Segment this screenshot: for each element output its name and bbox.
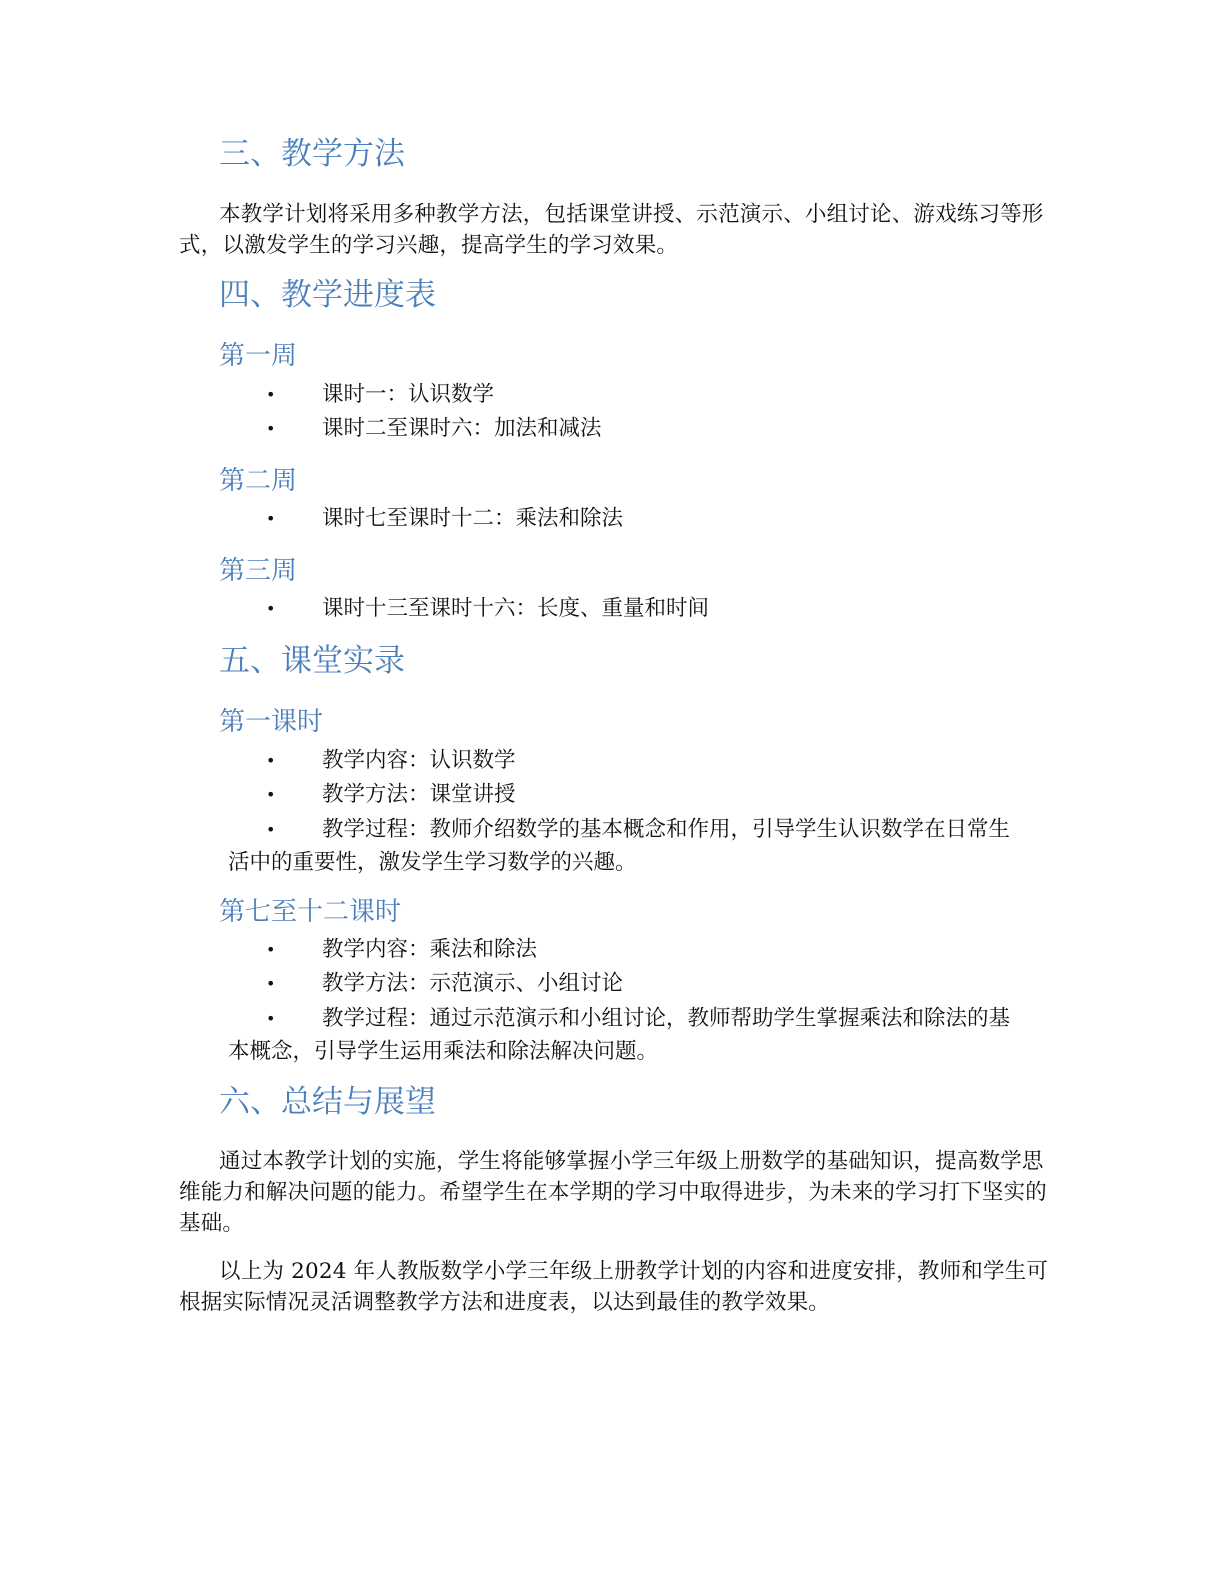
paragraph-summary: 通过本教学计划的实施，学生将能够掌握小学三年级上册数学的基础知识，提高数学思维能力和解决问题的能力。希望学生在本学期的学习中取得进步，为未来的学习打下坚实的基础。 <box>179 1149 1048 1236</box>
lesson-heading-2: 第七至十二课时 <box>219 897 402 927</box>
paragraph-closing: 以上为 2024 年人教版数学小学三年级上册教学计划的内容和进度安排，教师和学生可根据实际情况灵活调整教学方法和进度表，以达到最佳的教学效果。 <box>179 1259 1049 1315</box>
week-heading-1: 第一周 <box>219 341 298 371</box>
bullet-icon: • <box>266 751 276 770</box>
bullet-icon: • <box>266 820 276 839</box>
bullet-icon: • <box>266 419 276 438</box>
section-heading-teaching-methods: 三、教学方法 <box>219 136 405 172</box>
bullet-icon: • <box>266 509 276 528</box>
list-item-text: 教学方法：示范演示、小组讨论 <box>322 971 624 996</box>
bullet-icon: • <box>266 940 276 959</box>
list-item-text: 教学过程：教师介绍数学的基本概念和作用，引导学生认识数学在日常生活中的重要性，激发学生学习数学的兴趣。 <box>228 817 1011 875</box>
week-heading-3: 第三周 <box>219 556 298 586</box>
bullet-icon: • <box>266 974 276 993</box>
bullet-icon: • <box>266 385 276 404</box>
section-heading-summary: 六、总结与展望 <box>219 1084 436 1120</box>
list-item-text: 教学方法：课堂讲授 <box>322 782 516 807</box>
list-item-text: 教学过程：通过示范演示和小组讨论，教师帮助学生掌握乘法和除法的基本概念，引导学生运用乘法和除法解决问题。 <box>228 1006 1011 1064</box>
list-item-text: 课时二至课时六：加法和减法 <box>322 416 602 441</box>
bullet-icon: • <box>266 599 276 618</box>
bullet-icon: • <box>266 785 276 804</box>
list-item-text: 课时一：认识数学 <box>322 382 495 407</box>
list-item <box>228 1002 1028 1068</box>
paragraph-teaching-methods: 本教学计划将采用多种教学方法，包括课堂讲授、示范演示、小组讨论、游戏练习等形式，以激发学生的学习兴趣，提高学生的学习效果。 <box>179 202 1044 258</box>
list-item <box>228 813 1028 879</box>
section-heading-classroom-records: 五、课堂实录 <box>219 643 405 679</box>
section-heading-schedule: 四、教学进度表 <box>219 277 436 313</box>
week-heading-2: 第二周 <box>219 466 298 496</box>
list-item-text: 课时七至课时十二：乘法和除法 <box>322 506 624 531</box>
list-item-text: 教学内容：乘法和除法 <box>322 937 538 962</box>
list-item-text: 课时十三至课时十六：长度、重量和时间 <box>322 596 710 621</box>
bullet-icon: • <box>266 1009 276 1028</box>
lesson-heading-1: 第一课时 <box>219 707 324 737</box>
list-item-text: 教学内容：认识数学 <box>322 748 516 773</box>
